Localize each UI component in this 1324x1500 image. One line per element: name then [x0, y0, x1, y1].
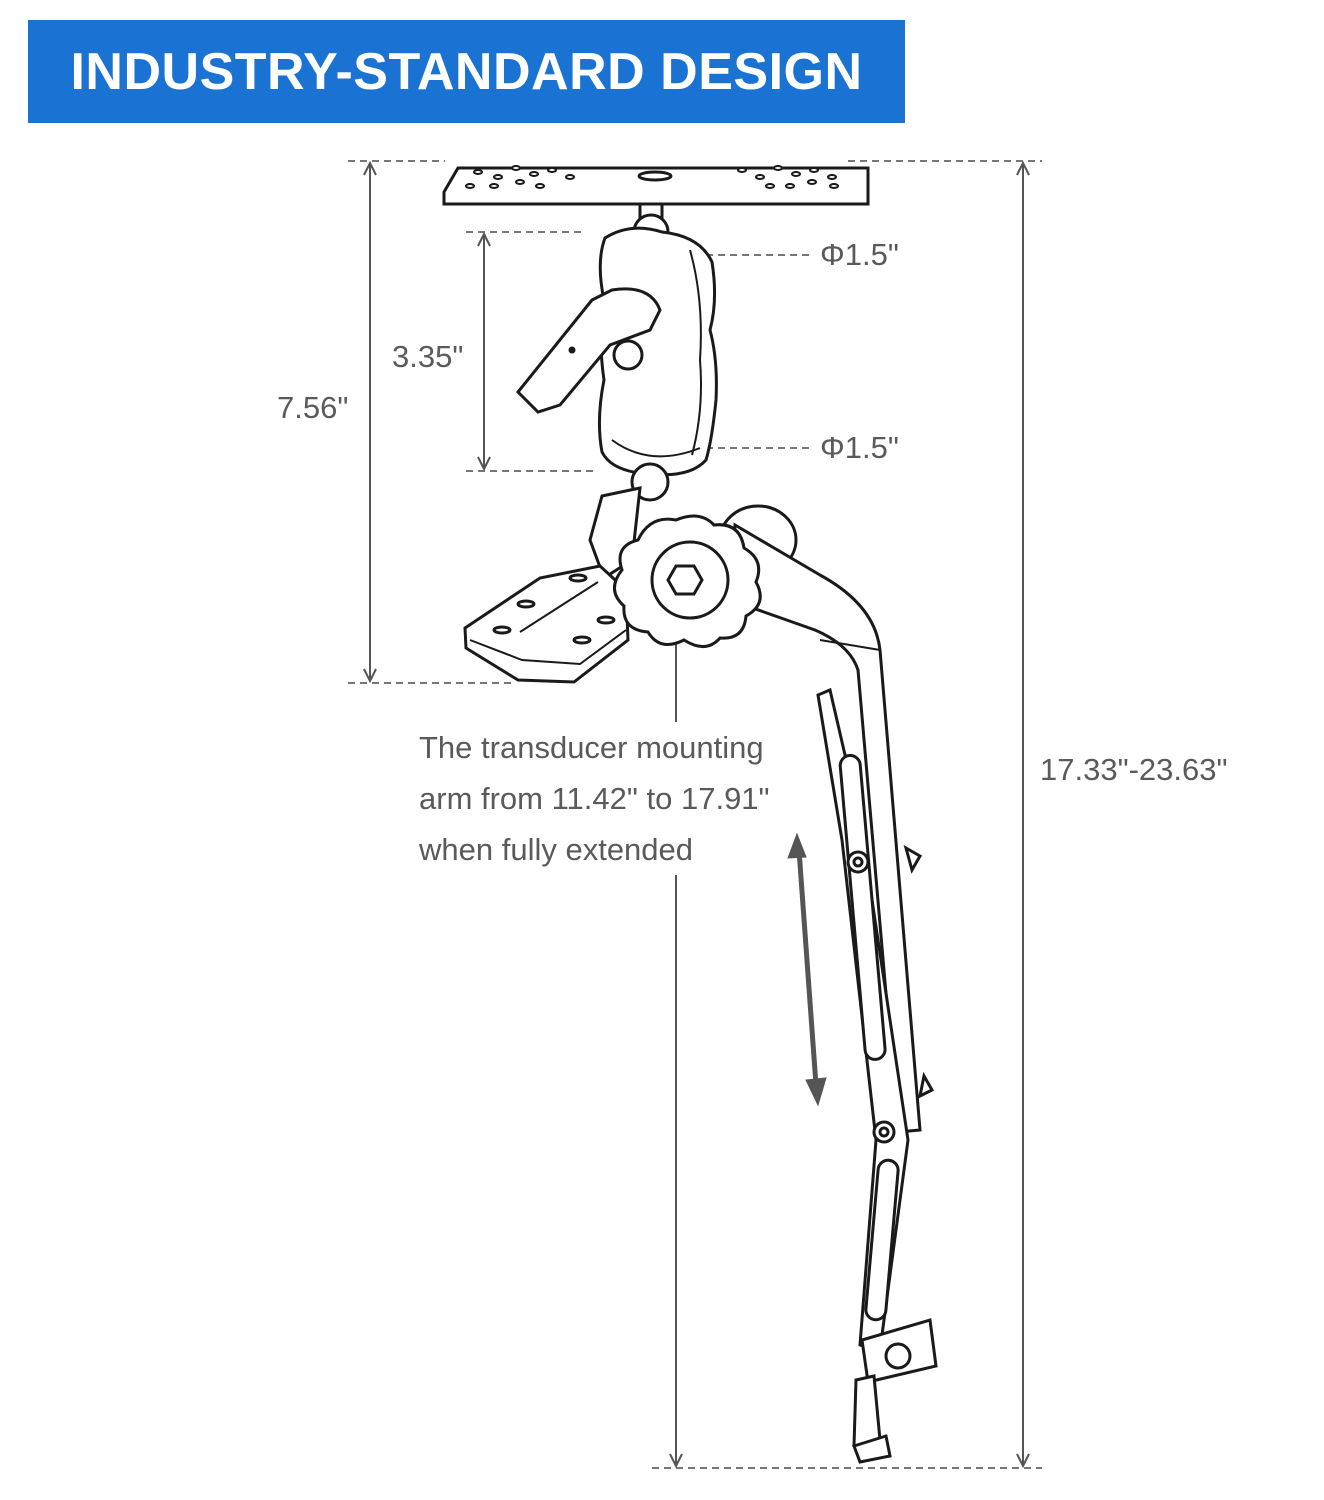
extension-note [415, 722, 774, 875]
dim-ball-top-label: Φ1.5" [820, 237, 899, 272]
bottom-clamp [854, 1320, 936, 1462]
socket-arm [518, 228, 716, 475]
dim-total-length-label: 17.33"-23.63" [1040, 752, 1228, 787]
dim-arm-length-label: 3.35" [392, 339, 464, 374]
banner-title: INDUSTRY-STANDARD DESIGN [70, 42, 863, 101]
note-line-3: when fully extended [419, 832, 694, 867]
dim-overall-height-label: 7.56" [277, 390, 349, 425]
note-line-1: The transducer mounting [419, 730, 764, 765]
knob [614, 516, 760, 647]
extension-arm [720, 506, 932, 1350]
extension-arrow [788, 834, 826, 1105]
top-plate [444, 166, 868, 204]
note-line-2: arm from 11.42" to 17.91" [419, 781, 770, 816]
dim-ball-bottom-label: Φ1.5" [820, 430, 899, 465]
